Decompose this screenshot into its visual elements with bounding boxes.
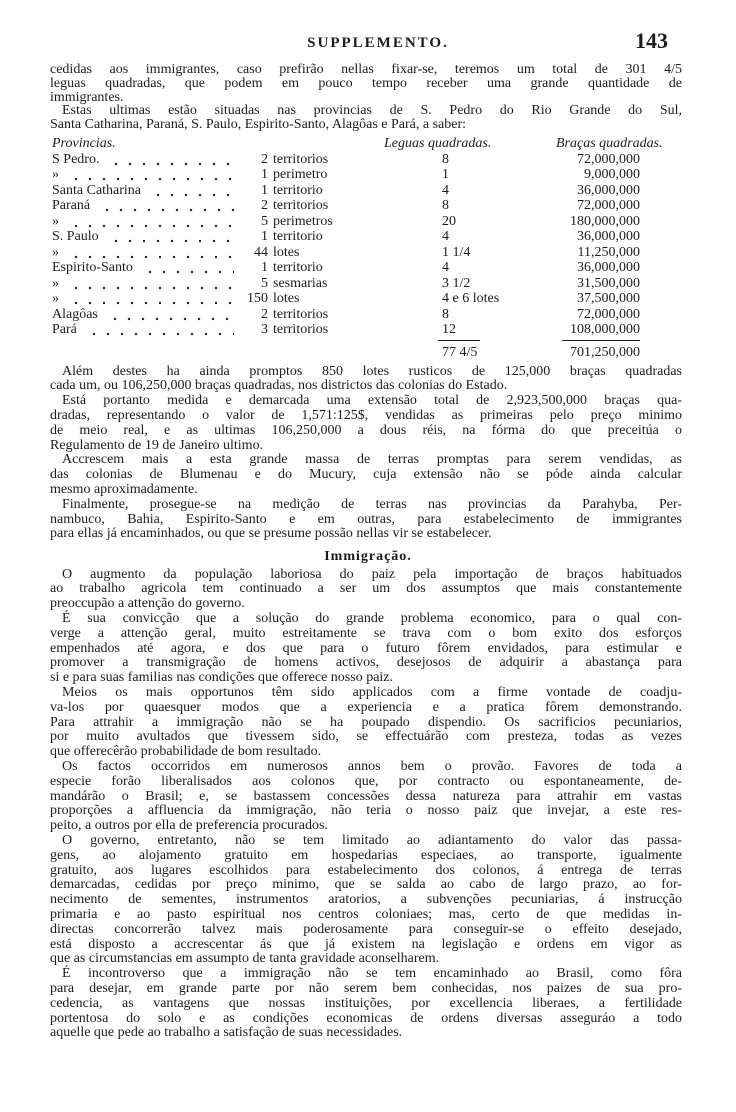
bracas-cell: 180,000,000: [570, 213, 640, 229]
text-line: Para attrahir a immigração não se ha poupado dispendio. Os sacrificios pecuniarios,: [50, 714, 682, 730]
dot-leader: [105, 229, 234, 245]
bracas-cell: 9,000,000: [584, 167, 640, 182]
text-block-immigration: [50, 568, 682, 1042]
bracas-cell: 31,500,000: [577, 275, 640, 291]
dot-leader: [96, 198, 234, 214]
text-line: immigrantes.: [50, 89, 124, 105]
text-line: para desejar, em grande parte por não serem bem conhecidas, nos paizes de sua pro-: [50, 980, 682, 996]
unit-cell: territorios: [273, 322, 329, 337]
unit-cell: territorios: [273, 198, 329, 213]
text-line: Santa Catharina, Paraná, S. Paulo, Espirito-Santo, Alagôas e Pará, a saber:: [50, 117, 467, 133]
section-heading: Immigração.: [324, 549, 412, 564]
table-body: [0, 152, 736, 338]
paragraph: [50, 365, 682, 395]
total-leguas: 77 4/5: [442, 344, 478, 360]
text-line: directas concorrerão talvez mais poderosamente para conseguir-se o effeito desejado,: [50, 921, 682, 937]
text-line: Estas ultimas estão situadas nas provincias de S. Pedro do Rio Grande do Sul,: [62, 103, 682, 119]
text-line: leguas quadradas, que podem em pouco tempo receber uma grande quantidade de: [50, 75, 682, 91]
unit-cell: territorio: [273, 260, 323, 275]
text-line: primaria e ao pasto espiritual nos centros coloniaes; mas, certo de que medidas in-: [50, 906, 682, 922]
unit-cell: territorio: [273, 182, 323, 198]
paragraph: [50, 760, 682, 834]
leguas-cell: 4: [442, 229, 449, 244]
leguas-cell: 20: [442, 213, 456, 229]
text-line: Os factos occorridos em numerosos annos bem o provão. Favores de toda a: [62, 758, 682, 774]
text-line: demarcadas, cedidas por preço minimo, que se salda ao cabo de largo prazo, ao for-: [50, 877, 682, 893]
paragraph: [50, 104, 682, 132]
paragraph: [50, 63, 682, 104]
leguas-cell: 1 1/4: [442, 244, 471, 260]
land-table: [0, 136, 736, 360]
text-line: verge a attenção geral, muito estreitamente se trava com o bom exito dos esforços: [50, 625, 682, 641]
count-cell: 1: [261, 229, 268, 244]
text-line: dradas, representando o valor de 1,571:125$, vendidas as primeiras pelo preço minimo: [50, 407, 682, 423]
province-cell: [52, 167, 240, 183]
province-name: Santa Catharina: [52, 182, 142, 198]
paragraph: [50, 394, 682, 453]
text-line: cedidas aos immigrantes, caso prefirão nellas fixar-se, teremos um total de 301 4/5: [50, 62, 682, 77]
table-row: [0, 183, 736, 199]
unit-cell: territorios: [273, 306, 329, 322]
bracas-cell: 36,000,000: [577, 182, 640, 198]
total-rule-row: [0, 338, 736, 345]
bracas-cell: 36,000,000: [577, 229, 640, 244]
unit-cell: lotes: [273, 244, 300, 260]
text-line: O augmento da população laboriosa do paiz pela importação de braços habituados: [62, 566, 682, 582]
running-header-title: SUPPLEMENTO.: [307, 35, 449, 51]
province-name: »: [52, 244, 59, 260]
unit-cell: perimetro: [273, 167, 328, 182]
table-row: [0, 229, 736, 245]
count-cell: 2: [261, 306, 268, 322]
count-cell: 1: [261, 167, 268, 182]
bracas-cell: 11,250,000: [577, 244, 640, 260]
text-line: va-los por quaesquer modos que a experiencia e a pratica fôrem demonstrando.: [50, 699, 682, 715]
count-cell: 1: [261, 260, 268, 275]
text-block-middle: [50, 365, 682, 543]
dot-leader: [105, 152, 234, 168]
text-line: mesmo aproximadamente.: [50, 481, 198, 497]
text-line: mandárão o Brasil; e, se bastassem concessões dessa natureza para attrahir em vastas: [50, 788, 682, 804]
dot-leader: [65, 291, 234, 307]
text-line: promover a transmigração de homens activos, desejosos de adquirir a abastança para: [50, 655, 682, 671]
province-name: »: [52, 275, 59, 291]
text-line: Finalmente, prosegue-se na medição de terras nas provincias da Parahyba, Per-: [62, 496, 682, 512]
province-cell: [52, 276, 240, 292]
total-rule-leguas: [438, 340, 480, 342]
count-cell: 3: [261, 322, 268, 337]
unit-cell: territorios: [273, 151, 329, 167]
leguas-cell: 8: [442, 151, 449, 167]
text-line: especie forão liberalisados aos colonos que, por contracto ou espontaneamente, de-: [50, 773, 682, 789]
text-line: Está portanto medida e demarcada uma extensão total de 2,923,500,000 braças qua-: [62, 393, 682, 409]
text-line: Accrescem mais a esta grande massa de terras promptas para serem vendidas, as: [62, 452, 682, 468]
dot-leader: [65, 167, 234, 183]
paragraph: [50, 568, 682, 612]
text-block-top: [50, 63, 682, 132]
leguas-cell: 12: [442, 322, 456, 337]
paragraph: [50, 453, 682, 497]
province-name: »: [52, 291, 59, 306]
leguas-cell: 1: [442, 167, 449, 182]
dot-leader: [139, 260, 234, 276]
province-name: »: [52, 167, 59, 182]
text-line: Regulamento de 19 de Janeiro ultimo.: [50, 437, 264, 453]
count-cell: 5: [261, 275, 268, 291]
count-cell: 150: [247, 291, 268, 306]
province-name: »: [52, 213, 59, 229]
province-cell: [52, 291, 240, 307]
unit-cell: territorio: [273, 229, 323, 244]
text-line: peito, a outros por ella de preferencia procurados.: [50, 818, 328, 834]
unit-cell: perimetros: [273, 213, 333, 229]
text-line: ao trabalho agricola tem continuado a ser um dos assumptos que mais constantemente: [50, 581, 682, 597]
text-line: por muito avultados que tivessem sido, se effectuárão com presteza, todas as vezes: [50, 729, 682, 745]
text-line: cedencia, as vantagens que nossas instituições, por excellencia liberaes, a fertilidade: [50, 995, 682, 1011]
dot-leader: [147, 183, 234, 199]
text-line: É sua convicção que a solução do grande problema economico, para o qual con-: [62, 610, 682, 626]
table-row: [0, 307, 736, 323]
text-line: de meio real, e as ultimas 106,250,000 a dous réis, na fórma do que preceitúa o: [50, 422, 682, 438]
text-line: É incontroverso que a immigração não se tem encaminhado ao Brasil, como fôra: [62, 966, 682, 982]
bracas-cell: 37,500,000: [577, 291, 640, 306]
text-line: empenhados até agora, e dos que para o futuro fôrem envidados, para estimular e: [50, 640, 682, 656]
paragraph: [50, 612, 682, 686]
province-name: Alagôas: [52, 306, 98, 322]
province-cell: [52, 214, 240, 230]
text-line: portentosa do solo e as condições economicas de ordens diversas asseguráo a todo: [50, 1010, 682, 1026]
text-line: preoccupão a attenção do governo.: [50, 596, 245, 612]
bracas-cell: 36,000,000: [577, 260, 640, 275]
leguas-cell: 4: [442, 260, 449, 275]
province-name: S Pedro.: [52, 151, 100, 167]
province-cell: [52, 152, 240, 168]
province-cell: [52, 245, 240, 261]
table-row: [0, 198, 736, 214]
count-cell: 2: [261, 198, 268, 213]
paragraph: [50, 967, 682, 1041]
count-cell: 1: [261, 182, 268, 198]
total-bracas: 701,250,000: [570, 344, 640, 360]
province-name: Espirito-Santo: [52, 260, 133, 275]
province-cell: [52, 183, 240, 199]
text-line: gratuito, aos lugares escolhidos para estabelecimento dos colonos, á entrega de terras: [50, 862, 682, 878]
text-line: que as circumstancias em assumpto de tanta gravidade aconselharem.: [50, 951, 440, 967]
total-rule-bracas: [562, 340, 640, 342]
leguas-cell: 8: [442, 306, 449, 322]
text-line: Meios os mais opportunos têm sido applicados com a firme vontade de coadju-: [62, 684, 682, 700]
province-cell: [52, 322, 240, 338]
dot-leader: [65, 245, 234, 261]
paragraph: [50, 498, 682, 542]
table-header-row: [0, 136, 736, 152]
text-line: Além destes ha ainda promptos 850 lotes rusticos de 125,000 braças quadradas: [62, 363, 682, 379]
count-cell: 5: [261, 213, 268, 229]
dot-leader: [65, 214, 234, 230]
unit-cell: lotes: [273, 291, 300, 306]
text-line: aquelle que pede ao trabalho a satisfação de suas necessidades.: [50, 1025, 403, 1041]
table-row: [0, 167, 736, 183]
text-line: está disposto a accrescentar ás que já existem na legislação e ordens em vigor as: [50, 936, 682, 952]
header-bracas: Braças quadradas.: [556, 136, 663, 151]
province-cell: [52, 198, 240, 214]
text-line: si e para suas familias nas condições que offerece nosso paiz.: [50, 670, 394, 686]
leguas-cell: 8: [442, 198, 449, 213]
text-line: das colonias de Blumenau e do Mucury, cuja extensão não se póde ainda calcular: [50, 467, 682, 483]
province-name: S. Paulo: [52, 229, 99, 244]
province-cell: [52, 307, 240, 323]
header-provinces: Provincias.: [52, 136, 116, 151]
table-row: [0, 152, 736, 168]
text-line: O governo, entretanto, não se tem limitado ao adiantamento do valor das passa-: [62, 832, 682, 848]
dot-leader: [65, 276, 234, 292]
text-line: que offerecêrão probabilidade de bom resultado.: [50, 744, 322, 760]
page-number: 143: [635, 28, 668, 53]
unit-cell: sesmarias: [273, 275, 328, 291]
bracas-cell: 72,000,000: [577, 151, 640, 167]
text-line: nambuco, Bahia, Espirito-Santo e em outras, para estabelecimento de immigrantes: [50, 511, 682, 527]
count-cell: 44: [254, 244, 268, 260]
text-line: necimento de sementes, instrumentos aratorios, a subvenções pecuniarias, á instrucção: [50, 892, 682, 908]
bracas-cell: 72,000,000: [577, 198, 640, 213]
table-total-row: [0, 345, 736, 361]
dot-leader: [104, 307, 234, 323]
dot-leader: [83, 322, 234, 338]
province-name: Pará: [52, 322, 77, 337]
paragraph: [50, 834, 682, 967]
table-row: [0, 260, 736, 276]
province-cell: [52, 229, 240, 245]
text-line: gens, ao alojamento gratuito em hospedarias especiaes, ao transporte, igualmente: [50, 847, 682, 863]
text-line: proporções a affluencia da immigração, não teria o nosso paiz que invejar, a este res-: [50, 803, 682, 819]
text-line: para ellas já encaminhados, ou que se presume possão nellas vir se estabelecer.: [50, 526, 492, 542]
table-row: [0, 291, 736, 307]
count-cell: 2: [261, 151, 268, 167]
bracas-cell: 72,000,000: [577, 306, 640, 322]
table-row: [0, 214, 736, 230]
header-leguas: Leguas quadradas.: [384, 136, 492, 151]
table-row: [0, 322, 736, 338]
province-cell: [52, 260, 240, 276]
leguas-cell: 3 1/2: [442, 275, 471, 291]
table-row: [0, 276, 736, 292]
leguas-cell: 4: [442, 182, 449, 198]
text-line: cada um, ou 106,250,000 braças quadradas, nos districtos das colonias do Estado.: [50, 378, 508, 394]
paragraph: [50, 686, 682, 760]
leguas-cell: 4 e 6 lotes: [442, 291, 500, 306]
table-row: [0, 245, 736, 261]
province-name: Paraná: [52, 198, 91, 213]
bracas-cell: 108,000,000: [570, 322, 640, 337]
